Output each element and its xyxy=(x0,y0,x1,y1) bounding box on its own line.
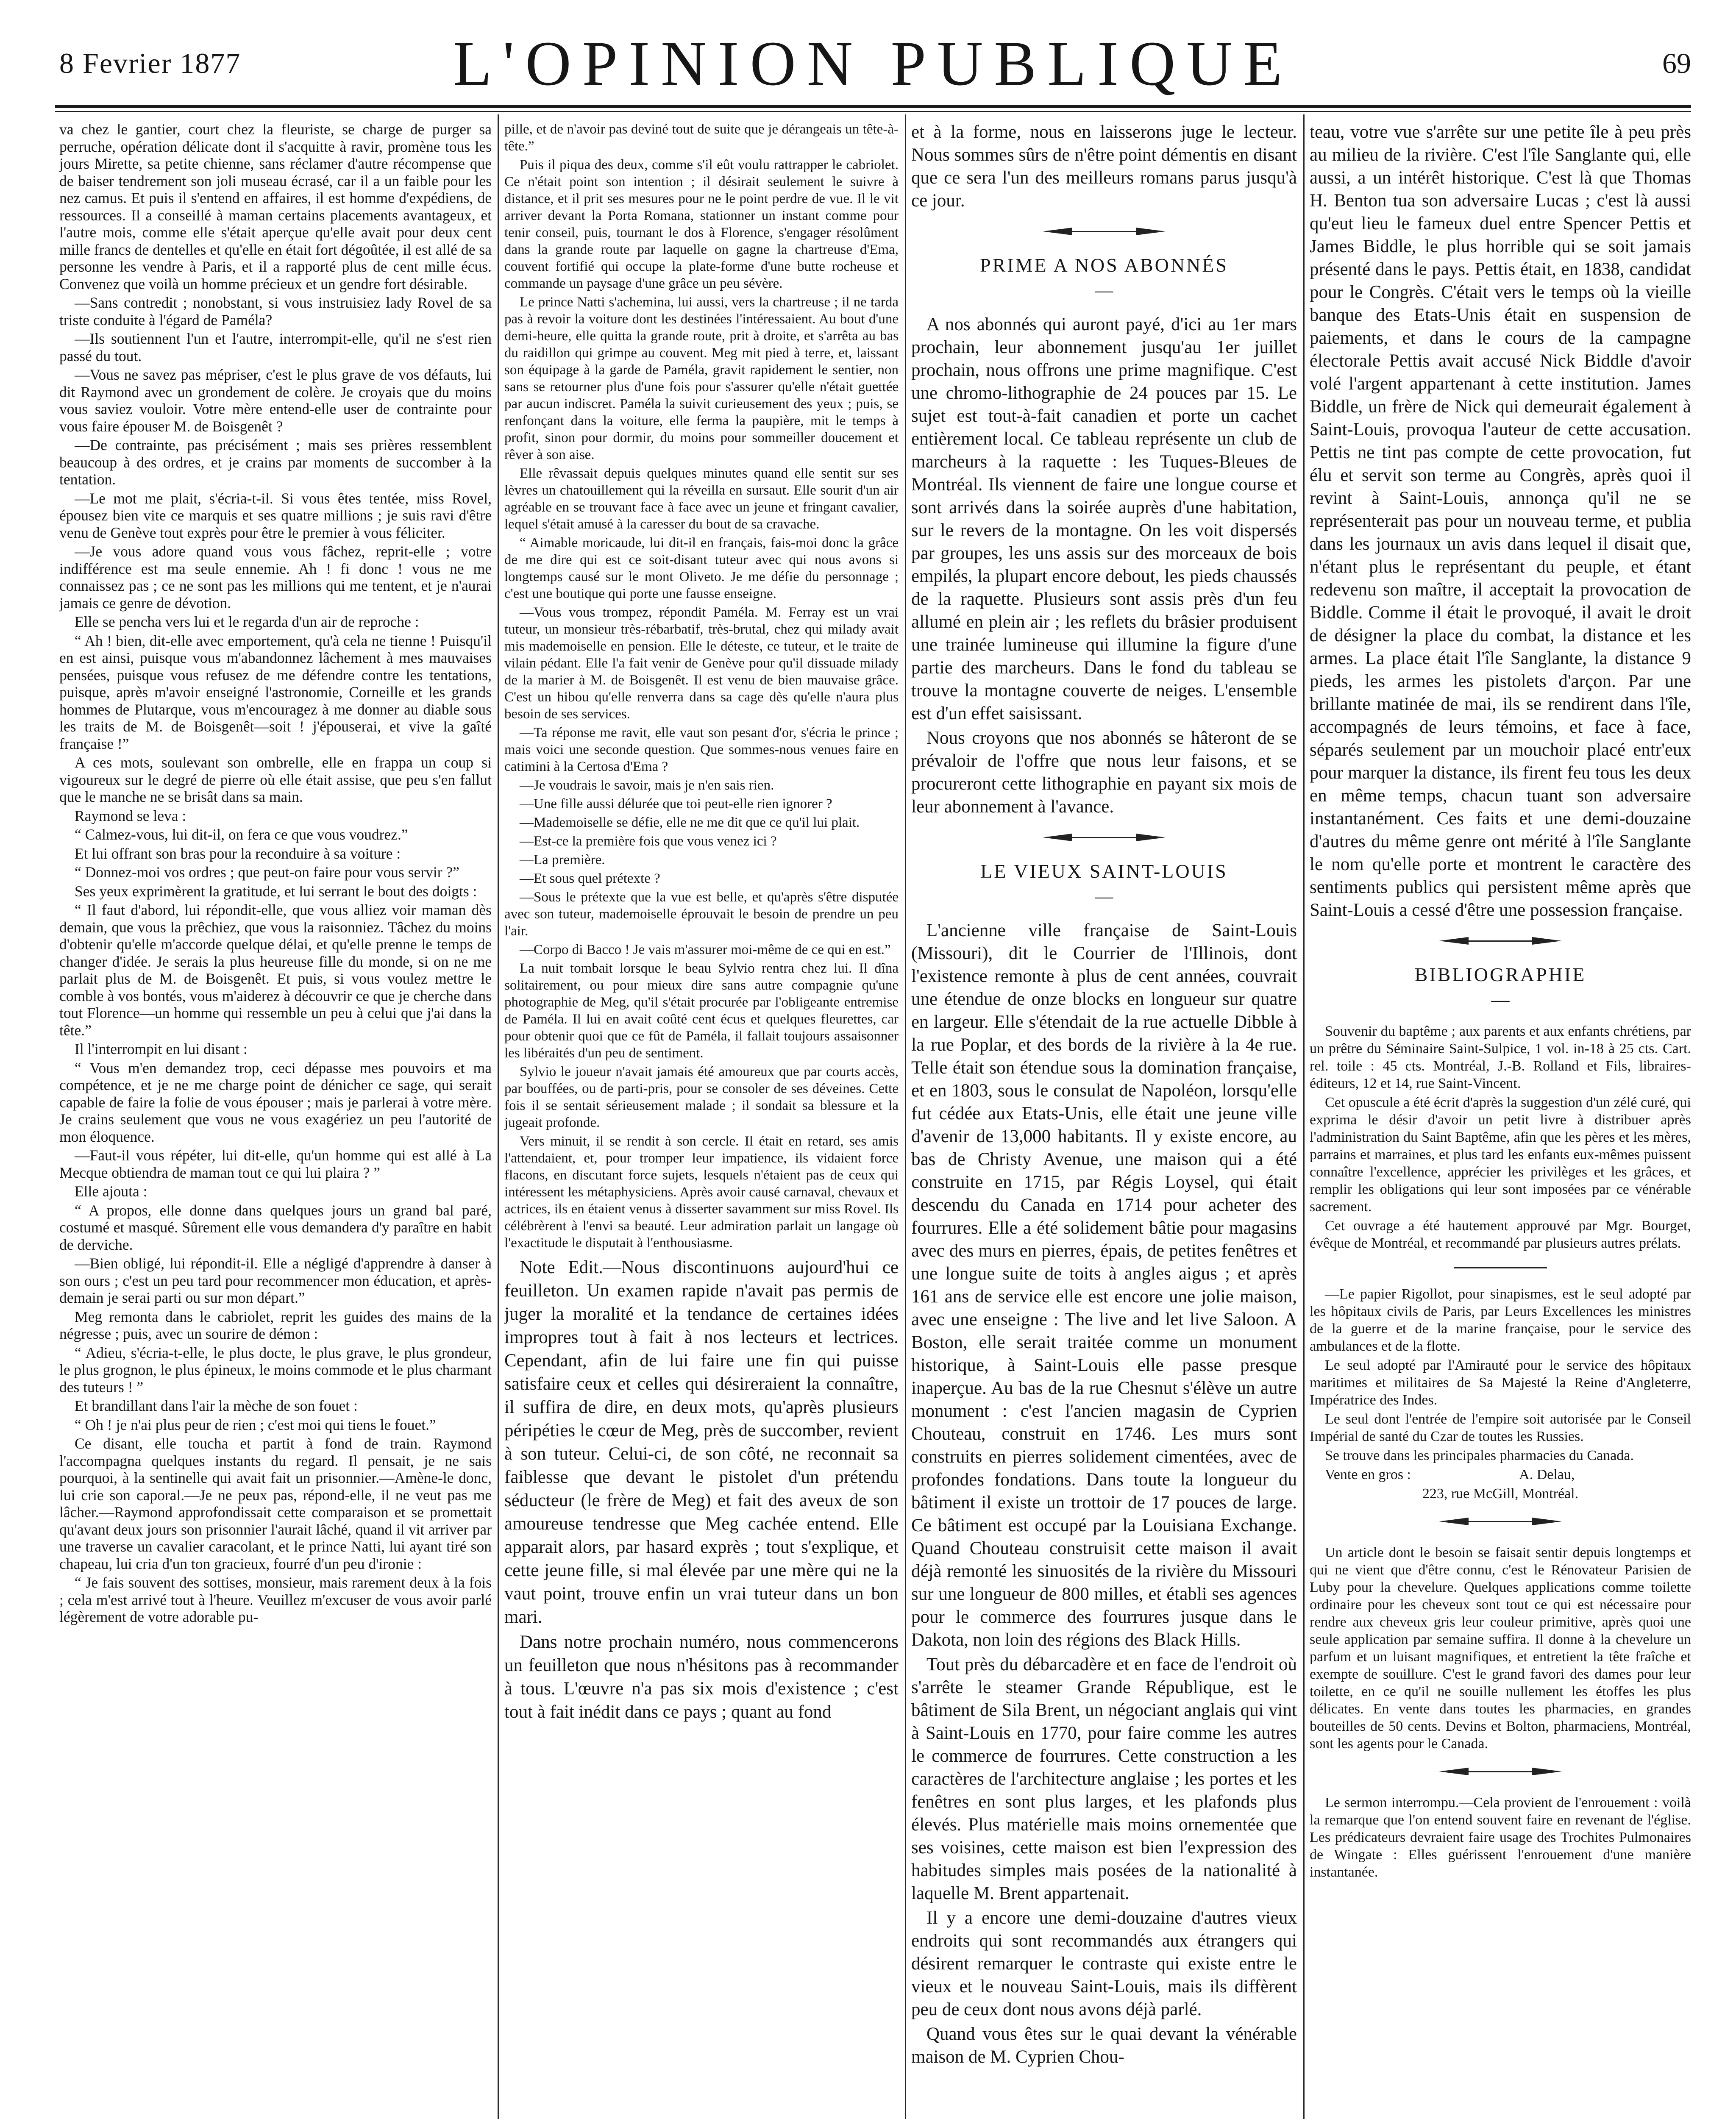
paragraph: Et lui offrant son bras pour la reconduire à sa voiture : xyxy=(75,845,401,862)
paragraph: —Faut-il vous répéter, lui dit-elle, qu'un homme qui est allé à La Mecque obtiendra de maman tout ce qui lui plaira ? ” xyxy=(59,1147,492,1181)
paragraph: Ses yeux exprimèrent la gratitude, et lui serrant le bout des doigts : xyxy=(75,882,477,900)
paragraph: “ Vous m'en demandez trop, ceci dépasse mes pouvoirs et ma compétence, et je ne me charge point de dénicher ce sage, qui serait capable de faire la folie de vous épouser ; mais je parlerai à votre mère. Je crains seulement que vous ne vous exagériez un peu l'autorité de mon éloquence. xyxy=(59,1059,492,1145)
vente-line xyxy=(1310,1466,1691,1483)
column-divider xyxy=(498,114,499,2119)
section-dash: — xyxy=(1095,887,1113,907)
short-rule xyxy=(1454,1267,1547,1268)
paragraph: Et brandillant dans l'air la mèche de son fouet : xyxy=(75,1397,358,1414)
paragraph: “ Oh ! je n'ai plus peur de rien ; c'est moi qui tiens le fouet.” xyxy=(75,1416,436,1433)
paragraph: —Sans contredit ; nonobstant, si vous instruisiez lady Rovel de sa triste conduite à l'égard de Paméla? xyxy=(59,294,492,328)
paragraph: —Est-ce la première fois que vous venez ici ? xyxy=(520,834,777,849)
paragraph: “ Donnez-moi vos ordres ; que peut-on faire pour vous servir ?” xyxy=(75,864,459,881)
paragraph: Le seul adopté par l'Amirauté pour le service des hôpitaux maritimes et militaires de Sa Majesté la Reine d'Angleterre, Impératrice des Indes. xyxy=(1310,1357,1691,1408)
page-number: 69 xyxy=(1662,47,1691,79)
section-title: PRIME A NOS ABONNÉS xyxy=(980,254,1228,276)
masthead-rule-thin xyxy=(55,111,1691,112)
paragraph: —Ils soutiennent l'un et l'autre, interrompit-elle, qu'il ne s'est rien passé du tout. xyxy=(59,330,492,364)
paragraph: pille, et de n'avoir pas deviné tout de suite que je dérangeais un tête-à-tête.” xyxy=(504,122,899,154)
bibliography-entry: Souvenir du baptême ; aux parents et aux enfants chrétiens, par un prêtre du Séminaire Saint-Sulpice, 1 vol. in-18 à 25 cts. Cart. rel. toile : 45 cts. Montréal, J.-B. Rolland et Fils, libraires-éditeurs, 12 et 14, rue Saint-Vincent. xyxy=(1310,1023,1691,1091)
issue-date: 8 Fevrier 1877 xyxy=(59,47,241,79)
column-1 xyxy=(59,121,492,2119)
paragraph: Cet opuscule a été écrit d'après la suggestion d'un zélé curé, qui exprima le désir d'avoir un petit livre à distribuer après l'administration du Saint Baptême, afin que les pères et les mères, parrains et marraines, et plus tard les enfants eux-mêmes puissent connaître l'excellence, apprécier les privilèges et les grâces, et remplir les obligations qui leur sont imposées par ce vénérable sacrement. xyxy=(1310,1095,1691,1215)
paragraph: “ Je fais souvent des sottises, monsieur, mais rarement deux à la fois ; cela m'est arrivé tout à l'heure. Veuillez m'excuser de vous avoir parlé légèrement de votre adorable pu- xyxy=(59,1574,492,1625)
paragraph: —La première. xyxy=(520,852,605,868)
column-3 xyxy=(911,121,1297,2119)
paragraph: “ A propos, elle donne dans quelques jours un grand bal paré, costumé et masqué. Sûrement elle vous demandera d'y paraître en habit de derviche. xyxy=(59,1201,492,1253)
vente-name: A. Delau, xyxy=(1519,1467,1575,1482)
column-2 xyxy=(504,121,899,2119)
section-title: LE VIEUX SAINT-LOUIS xyxy=(980,860,1228,882)
paragraph: —De contrainte, pas précisément ; mais ses prières ressemblent beaucoup à des ordres, et je crains par moments de succomber à la tentation. xyxy=(59,437,492,488)
ornament-divider xyxy=(1310,1518,1691,1525)
paragraph: Tout près du débarcadère et en face de l'endroit où s'arrête le steamer Grande République, est le bâtiment de Sila Brent, un négociant anglais qui vint à Saint-Louis en 1770, pour faire comme les autres le commerce de fourrures. Cette construction a les caractères de l'architecture anglaise ; les portes et les fenêtres en sont plus larges, et les plafonds plus élevés. Plus matérielle mais moins ornementée que ses voisines, cette maison est bien l'expression des habitudes simples mais posées de la nationalité à laquelle M. Brent appartenait. xyxy=(911,1655,1297,1903)
paragraph: —Le mot me plait, s'écria-t-il. Si vous êtes tentée, miss Rovel, épousez bien vite ce marquis et ses quatre millions ; je suis ravi d'être venu de Genève tout exprès pour être le premier à vous féliciter. xyxy=(59,489,492,541)
column-4 xyxy=(1310,121,1691,2119)
paragraph: Le seul dont l'entrée de l'empire soit autorisée par le Conseil Impérial de santé du Czar de toutes les Russies. xyxy=(1310,1411,1691,1444)
paragraph: L'ancienne ville française de Saint-Louis (Missouri), dit le Courrier de l'Illinois, dont l'existence remonte à plus de cent années, couvrait une étendue de onze blocks en longueur sur quatre en largeur. Elle s'étendait de la rue actuelle Dibble à la rue Poplar, et des bords de la rivière à la 4e rue. Telle était son étendue sous la domination française, et en 1803, sous le consulat de Napoléon, lorsqu'elle fut cédée aux Etats-Unis, elle était une jeune ville d'avenir de 13,000 habitants. Il y existe encore, au bas de Christy Avenue, une maison qui a été construite en 1715, par Régis Loysel, qui était descendu du Canada en 1714 pour acheter des fourrures. Elle a été solidement bâtie pour magasins avec des murs en pierres, épais, de petites fenêtres et une longue suite de toits à angles aigus ; et après 161 ans de service elle est encore une jolie maison, avec une enseigne : The live and let live Saloon. A Boston, elle serait traitée comme un monument historique, à Saint-Louis elle passe presque inaperçue. Au bas de la rue Chesnut s'élève un autre monument : c'est l'ancien magasin de Cyprien Chouteau, construit en 1746. Les murs sont construits en pierres solidement cimentées, avec de profondes fondations. Dans toute la longueur du bâtiment il existe un trottoir de 17 pouces de large. Ce bâtiment est occupé par la Louisiana Exchange. Quand Chouteau construisit cette maison il avait déjà remonté les sinuosités de la rivière du Missouri sur une longueur de 800 milles, et établi ses agences pour le commerce des fourrures jusque dans le Dakota, non loin des régions des Black Hills. xyxy=(911,920,1297,1650)
masthead-rule xyxy=(55,105,1691,108)
paragraph: Ce disant, elle toucha et partit à fond de train. Raymond l'accompagna quelques instants du regard. Il pensait, je ne sais pourquoi, à la sentinelle qui avait fait un prisonnier.—Amène-le donc, lui crie son caporal.—Je ne peux pas, répond-elle, il ne veut pas me lâcher.—Raymond approfondissait cette comparaison et se promettait qu'avant deux jours son prisonnier l'aurait lâché, quand il vit arriver par une traverse un cavalier caracolant, et le prince Natti, lui ayant tiré son chapeau, lui cria d'un ton gracieux, fourré d'un peu d'ironie : xyxy=(59,1435,492,1572)
paragraph: Le prince Natti s'achemina, lui aussi, vers la chartreuse ; il ne tarda pas à revoir la voiture dont les destinées l'intéressaient. Au bout d'une demi-heure, elle quitta la grande route, prit à droite, et s'arrêta au bas du raidillon qui grimpe au couvent. Meg mit pied à terre, et, laissant son équipage à la garde de Paméla, gravit rapidement le sentier, non sans se retourner plus d'une fois pour s'assurer qu'elle n'était guettée par aucun indiscret. Paméla la suivit curieusement des yeux ; puis, se renfonçant dans la voiture, elle ferma la paupière, mit le temps à profit, sinon pour dormir, du moins pour sommeiller doucement et rêver à son aise. xyxy=(504,295,899,462)
column-divider xyxy=(905,114,906,2119)
section-dash: — xyxy=(1095,281,1113,300)
paragraph: Elle ajouta : xyxy=(75,1183,147,1200)
paragraph: Quand vous êtes sur le quai devant la vénérable maison de M. Cyprien Chou- xyxy=(911,2024,1297,2067)
paragraph: —Sous le prétexte que la vue est belle, et qu'après s'être disputée avec son tuteur, mademoiselle éprouvait le besoin de prendre un peu l'air. xyxy=(504,890,899,939)
paragraph: —Ta réponse me ravit, elle vaut son pesant d'or, s'écria le prince ; mais voici une seconde question. Que sommes-nous venues faire en catimini à la Certosa d'Ema ? xyxy=(504,725,899,774)
paragraph: La nuit tombait lorsque le beau Sylvio rentra chez lui. Il dîna solitairement, ou pour mieux dire sans autre compagnie qu'une photographie de Meg, qu'il s'était procurée par l'obligeante entremise de Paméla. Il lui en avait coûté cent écus et quelques fleurettes, car pour obtenir quoi que ce fût de Paméla, il fallait toujours assaisonner les libéraités d'un peu de sentiment. xyxy=(504,961,899,1061)
paragraph: teau, votre vue s'arrête sur une petite île à peu près au milieu de la rivière. C'est l'île Sanglante qui, elle aussi, a un intérêt historique. C'est là que Thomas H. Benton tua son adversaire Lucas ; c'est là aussi qu'eut lieu le fameux duel entre Spencer Pettis et James Biddle, le plus horrible qui se soit jamais présenté dans le pays. Pettis était, en 1838, candidat pour le Congrès. C'était vers le temps où la vieille banque des Etats-Unis était en suspension de paiements, et dans le cours de la campagne électorale Pettis avait accusé Nick Biddle d'avoir volé l'argent appartenant à cette institution. James Biddle, un frère de Nick qui demeurait également à Saint-Louis, provoqua l'auteur de cette accusation. Pettis ne tint pas compte de cette provocation, fut élu et servit son terme au Congrès, après quoi il revint à Saint-Louis, annonça qu'il ne se représenterait pas pour un nouveau terme, et publia dans les journaux un avis dans lequel il disait que, n'étant plus le représentant du peuple, et étant redevenu son maître, il acceptait la provocation de Biddle. Comme il était le provoqué, il avait le droit de désigner la place du combat, la distance et les armes. La place était l'île Sanglante, la distance 9 pieds, les armes les pistolets d'arçon. Par une brillante matinée de mai, ils se rendirent dans l'île, accompagnés de leurs témoins, et face à face, séparés seulement par un mouchoir placé entr'eux pour marquer la distance, ils firent feu tous les deux en même temps, chacun tuant son adversaire instantanément. Ces faits et une demi-douzaine d'autres du même genre ont mérité à l'île Sanglante le nom qu'elle porte et montrent le caractère des sentiments publics qui persistent même après que Saint-Louis a cessé d'être une possession française. xyxy=(1310,122,1691,920)
paragraph: Il l'interrompit en lui disant : xyxy=(75,1040,248,1057)
paragraph: “ Aimable moricaude, lui dit-il en français, fais-moi donc la grâce de me dire qui est ce soit-disant tuteur avec qui nous avons si longtemps causé sur le mont Oliveto. Je me défie du personnage ; c'est une boutique qui porte une fausse enseigne. xyxy=(504,535,899,601)
masthead xyxy=(55,17,1691,106)
ornament-divider xyxy=(911,834,1297,841)
paragraph: Meg remonta dans le cabriolet, reprit les guides des mains de la négresse ; puis, avec un sourire de démon : xyxy=(59,1308,492,1342)
column-divider xyxy=(1303,114,1305,2119)
paragraph: —Je voudrais le savoir, mais je n'en sais rien. xyxy=(520,778,774,793)
bibliography-block xyxy=(1310,1023,1691,1881)
paragraph: Le sermon interrompu.—Cela provient de l'enrouement : voilà la remarque que l'on entend souvent faire en revenant de l'église. Les prédicateurs devraient faire usage des Trochites Pulmonaires de Wingate : Elles guérissent l'enrouement d'une manière instantanée. xyxy=(1310,1795,1691,1880)
paragraph: Elle rêvassait depuis quelques minutes quand elle sentit sur ses lèvres un chatouillement qui la réveilla en sursaut. Elle sourit d'un air agréable en se trouvant face à face avec un jeune et fringant cavalier, lequel s'était amusé à la caresser du bout de sa cravache. xyxy=(504,466,899,532)
paragraph: —Vous vous trompez, répondit Paméla. M. Ferray est un vrai tuteur, un monsieur très-rébarbatif, très-brutal, chez qui milady avait mis mademoiselle en pension. Elle le déteste, ce tuteur, et le traite de vilain pédant. Elle l'a fait venir de Genève pour qu'il dissuade milady de la marier à M. de Boisgenêt. Il est venu de bien mauvaise grâce. C'est un hibou qu'elle renverra dans sa cage dès qu'elle n'aura plus besoin de ses services. xyxy=(504,605,899,722)
paragraph: Puis il piqua des deux, comme s'il eût voulu rattrapper le cabriolet. Ce n'était point son intention ; il désirait seulement le suivre à distance, et il prit ses mesures pour ne le point perdre de vue. Il le vit arriver devant la Porta Romana, stationner un instant comme pour tenir conseil, puis, tournant le dos à Florence, s'engager résolûment dans la grande route par laquelle on gagne la chartreuse d'Ema, couvent fortifié qui occupe la plate-forme d'une butte rocheuse et commande un paysage d'une grâce un peu sévère. xyxy=(504,157,899,291)
paragraph: Nous croyons que nos abonnés se hâteront de se prévaloir de l'offre que nous leur faisons, et se procureront cette lithographie en payant six mois de leur abonnement à l'avance. xyxy=(911,728,1297,817)
ornament-divider xyxy=(1310,937,1691,945)
paragraph: —Corpo di Bacco ! Je vais m'assurer moi-même de ce qui en est.” xyxy=(520,942,891,957)
paragraph: Cet ouvrage a été hautement approuvé par Mgr. Bourget, évêque de Montréal, et recommandé par plusieurs autres prélats. xyxy=(1310,1218,1691,1251)
paragraph: “ Adieu, s'écria-t-elle, le plus doctе, le plus grave, le plus grondeur, le plus grognon, le plus épineux, le moins commode et le plus charmant des tuteurs ! ” xyxy=(59,1344,492,1396)
paragraph: Raymond se leva : xyxy=(75,807,186,824)
newspaper-title: L'OPINION PUBLIQUE xyxy=(453,28,1294,99)
paragraph: Elle se pencha vers lui et le regarda d'un air de reproche : xyxy=(75,613,419,630)
paragraph: A ces mots, soulevant son ombrelle, elle en frappa un coup si vigoureux sur le degré de pierre où elle était assise, que peu s'en fallut que le manche ne se brisât dans sa main. xyxy=(59,754,492,805)
paragraph: Se trouve dans les principales pharmacies du Canada. xyxy=(1325,1448,1634,1463)
paragraph: Vers minuit, il se rendit à son cercle. Il était en retard, ses amis l'attendaient, et, pour tromper leur impatience, ils vidaient force flacons, en discutant force sujets, lesquels n'étaient pas de ceux qui intéressent les métaphysiciens. Après avoir causé carnaval, chevaux et actrices, ils en étaient venus à disserter savamment sur miss Rovel. Ils célébrèrent à l'envi sa beauté. Leur admiration parlait un langage où l'exactitude le disputait à l'enthousiasme. xyxy=(504,1134,899,1251)
paragraph: —Bien obligé, lui répondit-il. Elle a négligé d'apprendre à danser à son ours ; c'est un peu tard pour recommencer mon éducation, et après-demain je serai parti ou sur mon départ.” xyxy=(59,1255,492,1306)
paragraph: —Je vous adore quand vous vous fâchez, reprit-elle ; votre indifférence est ma seule ennemie. Ah ! fi donc ! vous ne me connaissez pas ; ce ne sont pas les millions qui me tentent, et je n'aurai jamais ce genre de dévotion. xyxy=(59,543,492,612)
paragraph: Dans notre prochain numéro, nous commencerons un feuilleton que nous n'hésitons pas à recommander à tous. L'œuvre n'a pas six mois d'existence ; c'est tout à fait inédit dans ce pays ; quant au fond xyxy=(504,1632,899,1722)
paragraph: —Vous ne savez pas mépriser, c'est le plus grave de vos défauts, lui dit Raymond avec un grondement de colère. Je croyais que du moins vous saviez vouloir. Votre mère entend-elle user de contrainte pour vous faire épouser M. de Boisgenêt ? xyxy=(59,366,492,435)
ornament-divider xyxy=(911,228,1297,235)
paragraph: “ Ah ! bien, dit-elle avec emportement, qu'à cela ne tienne ! Puisqu'il en est ainsi, puisque vous m'abandonnez lâchement à mes mauvaises pensées, puisque vous refusez de me défendre contre les tentations, puisque, après m'avoir enseigné l'astronomie, Corneille et les grands hommes de Plutarque, vous m'encouragez à me donner au diable sous les traits de M. de Boisgenêt—soit ! j'épouserai, et vive la gaîté française !” xyxy=(59,632,492,752)
vente-label: Vente en gros : xyxy=(1325,1467,1411,1482)
editor-note xyxy=(504,1256,899,1724)
paragraph: —Une fille aussi délurée que toi peut-elle rien ignorer ? xyxy=(520,796,832,812)
paragraph: va chez le gantier, court chez la fleuriste, se charge de purger sa perruche, opération délicate dont il s'acquitte à ravir, promène tous les jours Mirette, sa petite chienne, sans réclamer d'autre récompense que de baiser tendrement son joli museau écrasé, car il a un faible pour les nez camus. Et puis il s'entend en affaires, il est homme d'expédiens, de ressources. Il a conseillé à maman certains placements avantageux, et l'autre mois, comme elle s'était aperçue qu'elle avait pour deux cent mille francs de dentelles et qu'elle en était fort dégoûtée, il est allé de sa personne les vendre à Paris, et il a rapporté plus de cent mille écus. Convenez que voilà un homme précieux et un gendre fort désirable. xyxy=(59,121,492,292)
paragraph: Sylvio le joueur n'avait jamais été amoureux que par courts accès, par bouffées, ou de parti-pris, pour se consoler de ses déveines. Cette fois il se sentait sérieusement malade ; il sondait sa blessure et la jugeait profonde. xyxy=(504,1064,899,1130)
ornament-divider xyxy=(1310,1768,1691,1775)
paragraph: —Et sous quel prétexte ? xyxy=(520,871,660,886)
paragraph: “ Il faut d'abord, lui répondit-elle, que vous alliez voir maman dès demain, que vous la prêchiez, que vous la raisonniez. Tâchez du moins d'obtenir qu'elle m'accorde quelque délai, et qu'elle prenne le temps de changer d'idée. Je serais la plus heureuse fille du monde, si on ne me parlait plus de M. de Boisgenêt. Et puis, si vous voulez mettre le comble à vos bontés, vous m'aiderez à découvrir ce que je cherche dans tout Florence—un homme qui ressemble un peu à celui que j'ai dans la tête.” xyxy=(59,901,492,1039)
paragraph: A nos abonnés qui auront payé, d'ici au 1er mars prochain, leur abonnement jusqu'au 1er juillet prochain, nous offrons une prime magnifique. C'est une chromo-lithographie de 24 pouces par 15. Le sujet est tout-à-fait canadien et porte un cachet entièrement local. Ce tableau représente un club de marcheurs à la raquette : les Tuques-Bleues de Montréal. Ils viennent de faire une longue course et sont arrivés dans la soirée auprès d'une habitation, sur le revers de la montagne. On les voit dispersés par groupes, les uns assis sur des morceaux de bois empilés, la plupart encore debout, les pieds chaussés de la raquette. Plusieurs sont assis près d'un feu allumé en plein air ; les reflets du brâsier produisent une trainée lumineuse qui illumine la figure d'une partie des marcheurs. Dans le fond du tableau se trouve la montagne couverte de neiges. L'ensemble est d'un effet saisissant. xyxy=(911,314,1297,723)
paragraph: “ Calmez-vous, lui dit-il, on fera ce que vous voudrez.” xyxy=(75,826,408,843)
section-dash: — xyxy=(1491,990,1510,1010)
paragraph: —Le papier Rigollot, pour sinapismes, est le seul adopté par les hôpitaux civils de Paris, par Leurs Excellences les ministres de la guerre et de la marine française, pour le service des ambulances et de la flotte. xyxy=(1310,1286,1691,1354)
paragraph: et à la forme, nous en laisserons juge le lecteur. Nous sommes sûrs de n'être point démentis en disant que ce sera l'un des meilleurs romans parus jusqu'à ce jour. xyxy=(911,122,1297,211)
paragraph: Note Edit.—Nous discontinuons aujourd'hui ce feuilleton. Un examen rapide n'avait pas permis de juger la moralité et la tendance de certaines idées impropres tout à fait à nos lecteurs et lectrices. Cependant, afin de lui faire une fin qui puisse satisfaire ceux et celles qui désireraient la connaître, il suffira de dire, en deux mots, qu'après plusieurs péripéties le cœur de Meg, près de succomber, revient à son tuteur. Celui-ci, de son côté, ne reconnait sa faiblesse que devant le pistolet d'un prétendu séducteur (le frère de Meg) et fait des aveux de son amoureuse tendresse que Meg cachée entend. Elle apparait alors, par hasard exprès ; tout s'explique, et cette jeune fille, si mal élevée par une mère qui ne la vaut point, trouve enfin un vrai tuteur dans un bon mari. xyxy=(504,1257,899,1627)
paragraph: —Mademoiselle se défie, elle ne me dit que ce qu'il lui plait. xyxy=(520,815,860,830)
section-title: BIBLIOGRAPHIE xyxy=(1414,964,1586,985)
paragraph: Un article dont le besoin se faisait sentir depuis longtemps et qui ne vient que d'être connu, c'est le Rénovateur Parisien de Luby pour la chevelure. Quelques applications comme toilette ordinaire pour les cheveux sont tout ce qui est nécessaire pour rendre aux cheveux gris leur couleur primitive, après quoi une seule application par semaine suffira. Il donne à la chevelure un parfum et un luisant magnifiques, et entretient la tête fraîche et exempte de souillure. C'est le grand favori des dames pour leur toilette, en ce qu'il ne souille nullement les étoffes les plus délicates. En vente dans toutes les pharmacies, en grandes bouteilles de 50 cents. Devins et Bolton, pharmaciens, Montréal, sont les agents pour le Canada. xyxy=(1310,1545,1691,1752)
vente-address: 223, rue McGill, Montréal. xyxy=(1422,1486,1579,1502)
paragraph: Il y a encore une demi-douzaine d'autres vieux endroits qui sont recommandés aux étrangers qui désirent remarquer le contraste qui existe entre le vieux et le nouveau Saint-Louis, mais ils diffèrent peu de ceux dont nous avons déjà parlé. xyxy=(911,1908,1297,2019)
